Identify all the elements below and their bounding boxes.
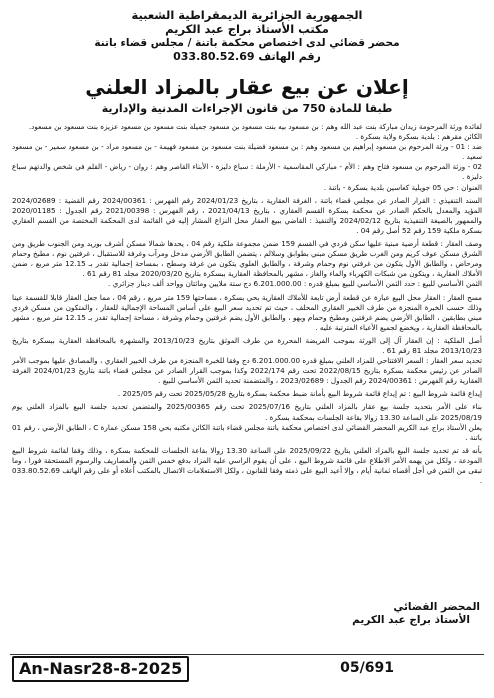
signature-name: الأستاذ براج عبد الكريم <box>352 614 470 626</box>
footer-bar <box>10 654 484 681</box>
phone-line: رقم الهاتف 033.80.52.69 <box>173 50 321 63</box>
announcement-body <box>12 122 482 486</box>
paragraph: الكائن مقرهم : بلدية بسكرة ولاية بسكرة . <box>355 132 482 142</box>
bailiff-line: محضر قضائي لدى اختصاص محكمة باتنة / مجلس قضاء باتنة <box>94 37 400 49</box>
letterhead <box>12 8 482 64</box>
paragraph: وصف العقار : قطعة أرضية مبنية عليها سكن فردي في القسم 159 ضمن مجموعة ملكية رقم 04 ، يحدها شمالا مسكن أشرف بوزيد ومن الجنوب طريق ومن الشرق مسكن عوف كريم ومن الغرب طريق مسكن مبني بطوابق وسلالم ، يتضمن الطابق الأرضي مدخل ومرآب وغرفة للاستقبال ، غرفتين نوم ، مطبخ وحمام ومرحاض ، والطابق الأول يتكون من غرفتي نوم وحمام وشرفة ، والطابق العلوي يتكون من غرفة وسطح ، بمساحة إجمالية تقدر بـ 12.15 متر مربع ، ضمن الأملاك العقارية ، ويتكون من شبكات الكهرباء والماء والغاز ، مشهر بالمحافظة العقارية ببسكرة بتاريخ 2020/03/20 مجلد 81 رقم 61 . <box>12 239 482 279</box>
paragraph: تحديد سعر العقار : السعر الافتتاحي للمزاد العلني بمبلغ قدره 6.201.000.00 دج وفقا للخبرة المنجزة من طرف الخبير العقاري ، والمصادق عليها بموجب الأمر الصادر عن رئيس محكمة بسكرة بتاريخ 2022/08/15 تحت رقم 2022/174 وكذا بموجب القرار الصادر عن مجلس قضاء باتنة بتاريخ 2024/01/23 الغرفة العقارية رقم الفهرس : 2024/00361 رقم الجدول : 2023/02689 ، والمتضمنة تحديد الثمن الأساسي للبيع . <box>12 356 482 386</box>
paragraph: الثمن الأساسي للبيع : حدد الثمن الأساسي للبيع بمبلغ قدره : 6.201.000.00 دج ستة ملايين ومائتان وواحد ألف دينار جزائري . <box>108 279 482 289</box>
paragraph: أصل الملكية : إن العقار آل إلى الورثة بموجب الفريضة المحررة من طرف الموثق بتاريخ 2013/10/23 والمشهرة بالمحافظة العقارية ببسكرة بتاريخ 2013/10/23 مجلد 81 رقم 61 . <box>12 335 482 355</box>
paragraph: بناء على الأمر بتحديد جلسة بيع عقار بالمزاد العلني بتاريخ 2025/07/16 تحت رقم 2025/00365 والمتضمن تحديد جلسة البيع بالمزاد العلني يوم 2025/08/19 على الساعة 13.30 زوالا بقاعة الجلسات بمحكمة بسكرة . <box>12 402 483 422</box>
paragraph: السند التنفيذي : القرار الصادر عن مجلس قضاء باتنة ، الغرفة العقارية ، بتاريخ 2024/01/23 رقم الفهرس : 2024/00361 رقم القضية : 2024/02689 المؤيد والمعدل بالحكم الصادر عن محكمة بسكرة القسم العقاري ، بتاريخ 2021/04/13 ، رقم الفهرس : 2021/00398 رقم الجدول : 2020/01185 والممهور بالصيغة التنفيذية بتاريخ 2024/02/12 والتنفيذ : القاضي ببيع العقار محل النزاع المشار إليه في القائمة لدى المحكمة المختصة من القسم العقاري بسكرة ملكية 159 رقم 52 أصل رقم 04 . <box>12 195 483 235</box>
page-title: إعلان عن بيع عقار بالمزاد العلني <box>85 75 409 99</box>
paragraph: العنوان : حي 05 جويلية كعاسين بلدية بسكرة - باتنة . <box>323 182 482 192</box>
paragraph: بأنه قد تم تحديد جلسة البيع بالمزاد العلني بتاريخ 2025/09/22 على الساعة 13.30 زوالا بقاعة الجلسات للمحكمة بسكرة ، وذلك وفقا لقائمة شروط البيع المودعة ، ولكل من يهمه الأمر الاطلاع على قائمة شروط البيع ، على أن يقوم الراسي عليه المزاد بدفع خمس الثمن والمصاريف والرسوم المستحقة فورا ، وما تبقى من الثمن في أجل أقصاه ثمانية أيام ، وإلا أعيد البيع على ذمته وفقا للقانون ، ولكل الاستعلامات الاتصال بالمكتب أعلاه أو على رقم الهاتف 033.80.52.69 . <box>12 445 482 486</box>
republic-line: الجمهورية الجزائرية الديمقراطية الشعبية <box>131 8 363 22</box>
signature-block <box>0 601 494 627</box>
paragraph: إيداع قائمة شروط البيع : تم إيداع قائمة شروط البيع بأمانة ضبط محكمة بسكرة بتاريخ 2025/05/28 تحت رقم 2025/05 . <box>117 389 482 399</box>
paragraph: ضد : 01 - ورثة المرحوم بن مسعود إبراهيم بن مسعود وهم : بن مسعود فضيلة بنت مسعود بن مسعود فهيمة - بن مسعود مراد - بن مسعود سمير - بن مسعود سعيد . <box>12 142 482 162</box>
paragraph: يعلن الأستاذ براج عبد الكريم المحضر القضائي لدى اختصاص محكمة باتنة مجلس قضاء باتنة الكائن مكتبه بحي 158 مسكن عمارة C ، الطابق الأرضي ، رقم 01 باتنة . <box>12 422 482 442</box>
signature-role: المحضر القضائي <box>393 601 480 613</box>
publication-reference: An-Nasr28-8-2025 <box>12 656 189 682</box>
announcement-number: 05/691 <box>340 660 394 676</box>
paragraph: مسح العقار : العقار محل البيع عبارة عن قطعة أرض تابعة للأملاك العقارية بحي بسكرة ، مساحتها 159 متر مربع ، رقم 04 ، مما جعل العقار قابلا للقسمة عينا وذلك حسب الخبرة المنجزة من طرف الخبير العقاري المحلف ، حيث تم تحديد سعر البيع على أساس المساحة الإجمالية للعقار ، والمتكون من مسكن فردي مبني بطابقين ، الطابق الأرضي يضم غرفتين ومطبخ وحمام وبهو ، والطابق الأول يضم غرفتين وحمام وشرفة ، مساحة إجمالية تقدر بـ 12.15 متر مربع ، مشهر بالمحافظة العقارية ، ويخضع لجميع الأعباء المترتبة عليه . <box>12 292 482 332</box>
legal-reference: طبقا للمادة 750 من قانون الإجراءات المدنية والإدارية <box>101 102 393 115</box>
paragraph: 02 - ورثة المرحوم بن مسعود فتاح وهم : الأم - مباركي المقاسمية - الأرملة : سباع دليزة - الأبناء القاصر وهم : روان - رياض - القلم في شخص والدتهم سباع دليزة . <box>12 162 482 182</box>
office-line: مكتب الأستاذ براج عبد الكريم <box>165 22 329 36</box>
paragraph: لفائدة ورثة المرحومة زيدان مباركة بنت عبد الله وهم : بن مسعود بيه بنت مسعود بن مسعود جميله بنت مسعود بن مسعود عزيزه بنت مسعود بن مسعود. <box>28 122 482 131</box>
